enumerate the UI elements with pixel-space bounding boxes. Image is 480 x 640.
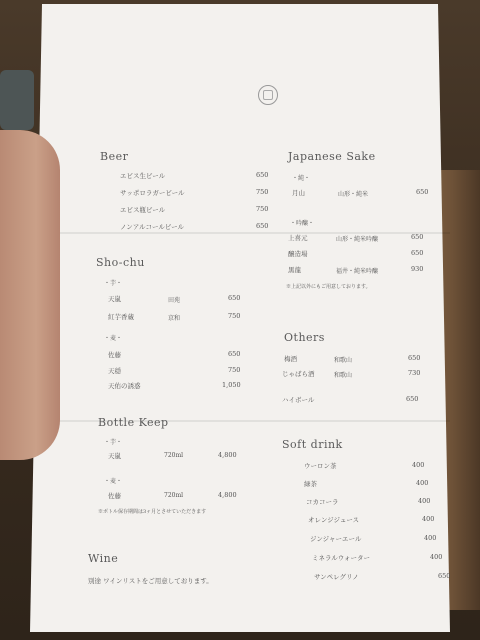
others-item-price: 730: [408, 369, 421, 377]
sake-item-grade: 山形・純米吟醸: [336, 236, 379, 243]
sake-item-grade: 福井・純米吟醸: [336, 268, 379, 275]
sake-item-grade: 山形・純米: [338, 191, 369, 198]
others-item-price: 650: [406, 395, 419, 403]
shochu-item-price: 650: [228, 350, 241, 358]
soft-drink-item-price: 400: [422, 515, 435, 523]
shochu-item-maker: 田苑: [168, 297, 181, 304]
soft-drink-item-price: 400: [424, 534, 437, 542]
beer-item-price: 650: [256, 171, 269, 179]
shochu-title: Sho-chu: [96, 256, 145, 269]
shochu-category: ・麦・: [104, 335, 123, 342]
bottle-keep-item-price: 4,800: [218, 491, 237, 499]
bottle-keep-item-name: 佐藤: [108, 492, 121, 500]
soft-drink-item-name: コカコーラ: [306, 498, 339, 506]
bottle-keep-item-volume: 720ml: [164, 452, 184, 459]
beer-item-name: ノンアルコールビール: [120, 223, 184, 231]
sake-item-price: 650: [411, 249, 424, 257]
soft-drink-item-name: オレンジジュース: [308, 516, 360, 524]
soft-drink-item-price: 650: [438, 572, 451, 580]
shochu-category: ・芋・: [104, 280, 123, 287]
sake-item-price: 650: [411, 233, 424, 241]
soft-drink-item-price: 400: [430, 553, 443, 561]
sake-title: Japanese Sake: [288, 150, 376, 163]
sake-item-name: 黒龍: [288, 266, 301, 274]
sake-item-price: 930: [411, 265, 424, 273]
sake-item-name: 月山: [292, 189, 305, 197]
soft-drink-item-name: ウーロン茶: [304, 462, 337, 470]
bottle-keep-item-volume: 720ml: [164, 492, 184, 499]
others-item-origin: 和歌山: [334, 357, 353, 364]
shochu-item-maker: 京和: [168, 315, 181, 322]
shochu-item-name: 紅芋香蔵: [108, 313, 134, 321]
shochu-item-name: 天佑の誘惑: [108, 382, 141, 390]
bottle-keep-title: Bottle Keep: [98, 416, 169, 429]
beer-item-price: 750: [256, 188, 269, 196]
others-item-name: ハイボール: [282, 396, 315, 404]
shochu-item-price: 650: [228, 294, 241, 302]
soft-drink-item-price: 400: [418, 497, 431, 505]
others-item-name: じゃばら酒: [282, 370, 315, 378]
shochu-item-name: 佐藤: [108, 351, 121, 359]
beer-item-name: エビス瓶ビール: [120, 206, 166, 214]
bottle-keep-item-price: 4,800: [218, 451, 237, 459]
shochu-item-price: 750: [228, 312, 241, 320]
restaurant-logo-icon: [258, 85, 278, 105]
shochu-item-price: 750: [228, 366, 241, 374]
bottle-keep-note: ※ボトル保存期間は3ヶ月とさせていただきます: [98, 509, 207, 515]
wine-note: 別途 ワインリストをご用意しております。: [88, 577, 213, 585]
sake-item-name: 醸造場: [288, 250, 308, 258]
others-item-name: 梅酒: [284, 355, 297, 363]
hand: [0, 130, 60, 460]
sake-category: ・吟醸・: [290, 220, 315, 227]
beer-item-price: 750: [256, 205, 269, 213]
sake-bottle: [0, 70, 34, 130]
soft-drink-item-name: ジンジャーエール: [310, 535, 362, 543]
soft-drink-item-price: 400: [412, 461, 425, 469]
soft-drink-item-name: サンペレグリノ: [314, 573, 359, 581]
sake-note: ※上記以外にもご用意しております。: [286, 284, 371, 290]
others-item-origin: 和歌山: [334, 372, 353, 379]
soft-drink-item-price: 400: [416, 479, 429, 487]
sake-item-price: 650: [416, 188, 429, 196]
beer-item-price: 650: [256, 222, 269, 230]
shochu-item-name: 天穏: [108, 367, 121, 375]
menu-fold: [30, 232, 450, 234]
beer-item-name: エビス生ビール: [120, 172, 166, 180]
beer-item-name: サッポロラガービール: [120, 189, 185, 197]
menu-fold: [30, 420, 450, 422]
others-title: Others: [284, 331, 325, 344]
bottle-keep-category: ・麦・: [104, 478, 123, 485]
bottle-keep-item-name: 天嵐: [108, 452, 121, 460]
shochu-item-price: 1,050: [222, 381, 241, 389]
bottle-keep-category: ・芋・: [104, 439, 123, 446]
others-item-price: 650: [408, 354, 421, 362]
soft-drink-title: Soft drink: [282, 438, 343, 451]
shochu-item-name: 天嵐: [108, 295, 121, 303]
beer-title: Beer: [100, 150, 129, 163]
sake-category: ・純・: [292, 175, 311, 182]
soft-drink-item-name: ミネラルウォーター: [312, 554, 371, 562]
wine-title: Wine: [88, 552, 119, 565]
soft-drink-item-name: 緑茶: [304, 480, 317, 488]
sake-item-name: 上喜元: [288, 234, 308, 242]
